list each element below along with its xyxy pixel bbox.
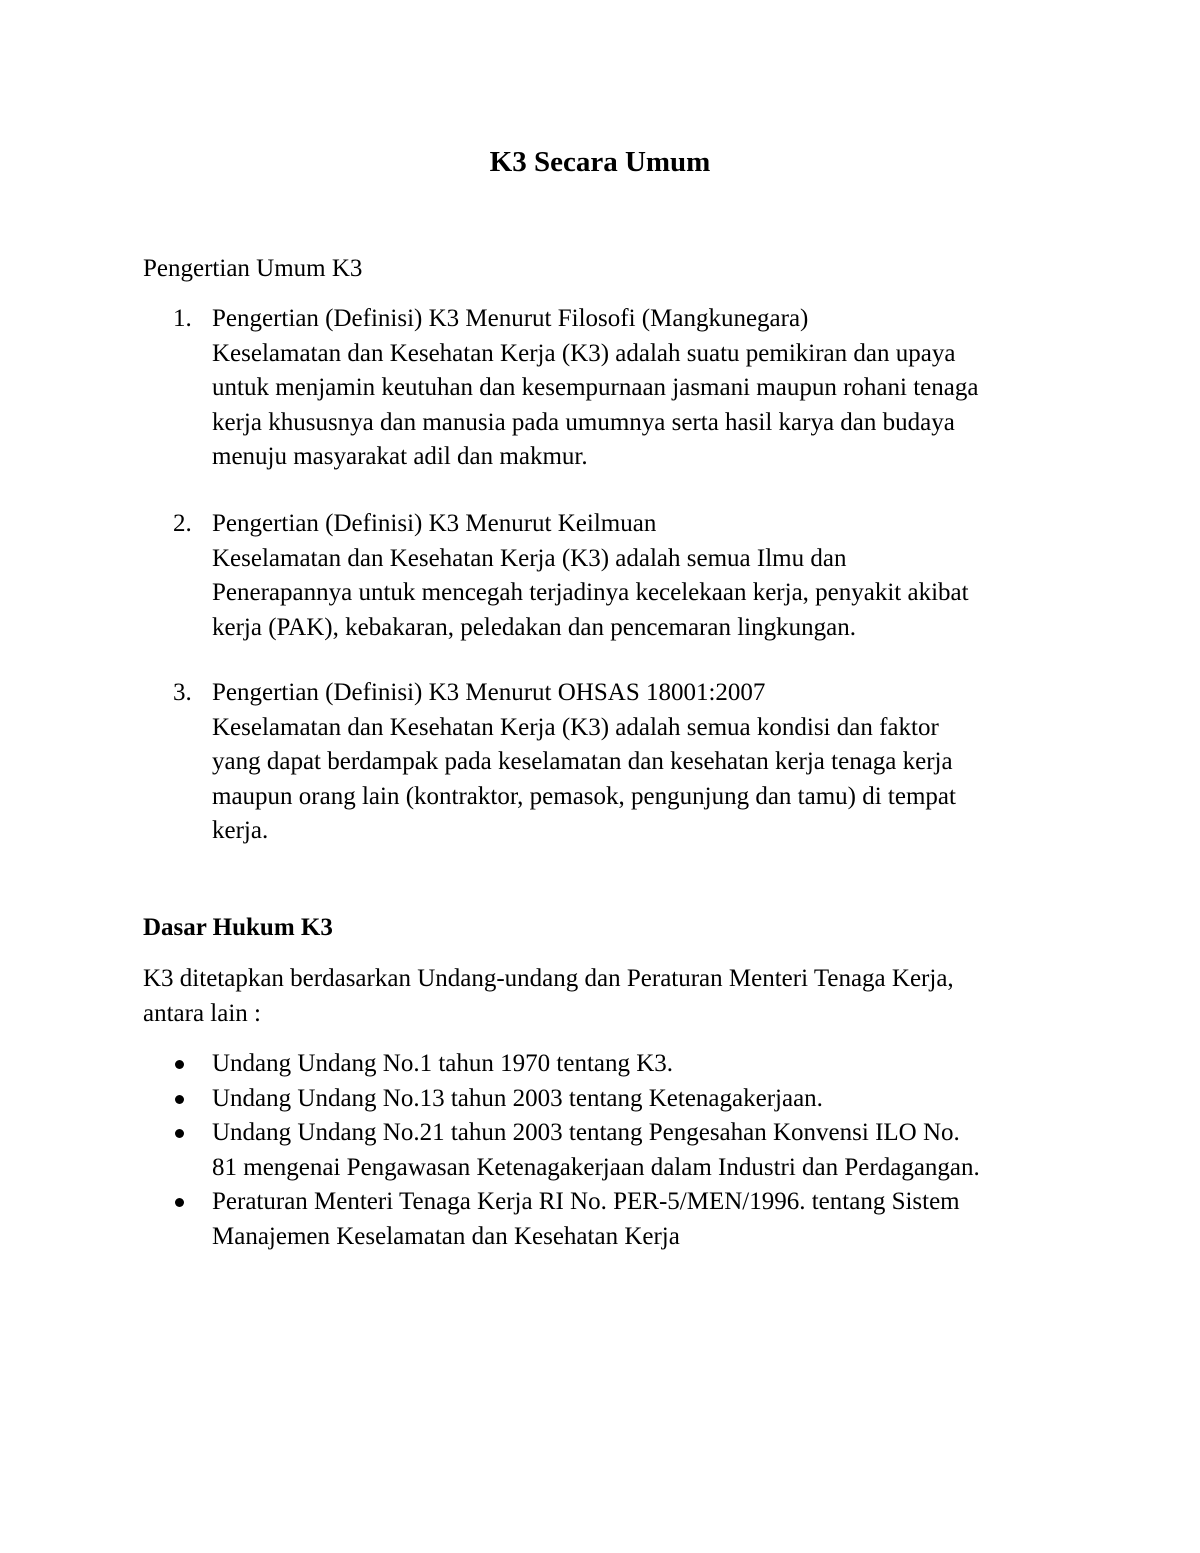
bullet-line: Undang Undang No.21 tahun 2003 tentang Pengesahan Konvensi ILO No. bbox=[212, 1119, 960, 1146]
list-number: 2. bbox=[173, 510, 192, 537]
bullet-line: 81 mengenai Pengawasan Ketenagakerjaan dalam Industri dan Perdagangan. bbox=[212, 1153, 980, 1181]
item-text-line: kerja. bbox=[212, 817, 269, 844]
numbered-item-content bbox=[212, 676, 1072, 849]
bullet-item bbox=[143, 1082, 1083, 1117]
list-number: 1. bbox=[173, 305, 192, 332]
section-label-pengertian: Pengertian Umum K3 bbox=[143, 255, 363, 282]
item-text-line: kerja (PAK), kebakaran, peledakan dan pencemaran lingkungan. bbox=[212, 613, 856, 641]
bullet-text bbox=[212, 1116, 1083, 1185]
item-text-line: Keselamatan dan Kesehatan Kerja (K3) adalah suatu pemikiran dan upaya bbox=[212, 339, 956, 367]
item-text-line: Keselamatan dan Kesehatan Kerja (K3) adalah semua kondisi dan faktor bbox=[212, 713, 939, 741]
item-text-line: yang dapat berdampak pada keselamatan dan kesehatan kerja tenaga kerja bbox=[212, 748, 953, 775]
list-number: 3. bbox=[173, 679, 192, 706]
bullet-icon bbox=[175, 1129, 184, 1138]
bullet-line: Undang Undang No.13 tahun 2003 tentang Ketenagakerjaan. bbox=[212, 1084, 823, 1112]
numbered-item-content bbox=[212, 302, 1072, 475]
document-title: K3 Secara Umum bbox=[489, 146, 711, 178]
section-heading-dasar-hukum: Dasar Hukum K3 bbox=[143, 914, 333, 941]
bullet-list bbox=[143, 1047, 1083, 1254]
bullet-line: Manajemen Keselamatan dan Kesehatan Kerja bbox=[212, 1222, 680, 1250]
item-heading-line: Pengertian (Definisi) K3 Menurut Keilmuan bbox=[212, 510, 657, 537]
item-heading-line: Pengertian (Definisi) K3 Menurut OHSAS 18001:2007 bbox=[212, 679, 766, 706]
bullet-item bbox=[143, 1116, 1083, 1185]
bullet-line: Undang Undang No.1 tahun 1970 tentang K3. bbox=[212, 1050, 674, 1077]
bullet-line: Peraturan Menteri Tenaga Kerja RI No. PER-5/MEN/1996. tentang Sistem bbox=[212, 1188, 960, 1215]
bullet-icon bbox=[175, 1198, 184, 1207]
item-text-line: kerja khususnya dan manusia pada umumnya serta hasil karya dan budaya bbox=[212, 408, 955, 436]
bullet-text bbox=[212, 1082, 1083, 1117]
bullet-icon bbox=[175, 1095, 184, 1104]
bullet-text bbox=[212, 1185, 1083, 1254]
item-text-line: menuju masyarakat adil dan makmur. bbox=[212, 443, 588, 470]
item-text-line: maupun orang lain (kontraktor, pemasok, pengunjung dan tamu) di tempat bbox=[212, 782, 956, 810]
item-text-line: Penerapannya untuk mencegah terjadinya kecelekaan kerja, penyakit akibat bbox=[212, 579, 969, 606]
bullet-text bbox=[212, 1047, 1083, 1082]
bullet-icon bbox=[175, 1060, 184, 1069]
item-heading-line: Pengertian (Definisi) K3 Menurut Filosofi (Mangkunegara) bbox=[212, 305, 809, 332]
section-intro-paragraph bbox=[143, 962, 1083, 1031]
intro-line: antara lain : bbox=[143, 999, 261, 1027]
item-text-line: untuk menjamin keutuhan dan kesempurnaan jasmani maupun rohani tenaga bbox=[212, 374, 979, 401]
bullet-item bbox=[143, 1185, 1083, 1254]
item-text-line: Keselamatan dan Kesehatan Kerja (K3) adalah semua Ilmu dan bbox=[212, 544, 847, 572]
numbered-item-content bbox=[212, 507, 1072, 645]
bullet-item bbox=[143, 1047, 1083, 1082]
intro-line: K3 ditetapkan berdasarkan Undang-undang dan Peraturan Menteri Tenaga Kerja, bbox=[143, 965, 954, 992]
